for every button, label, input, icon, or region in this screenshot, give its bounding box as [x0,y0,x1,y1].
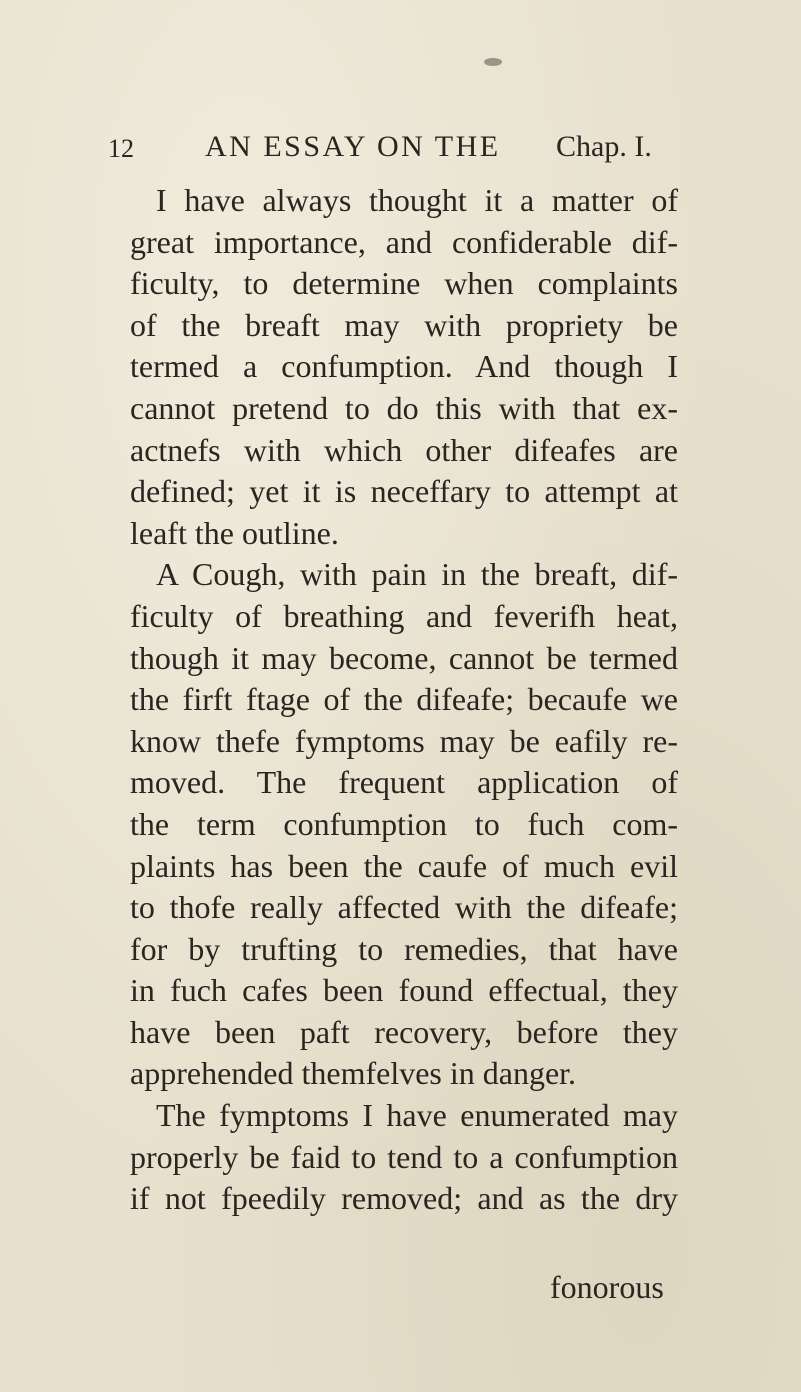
running-head-title: AN ESSAY ON THE [205,130,501,163]
text-line: if not fpeedily removed; and as the dry [130,1180,678,1217]
text-line: plaints has been the caufe of much evil [130,847,678,884]
text-line: the term confumption to fuch com- [130,805,678,842]
text-line: cannot pretend to do this with that ex- [130,389,678,426]
text-line: defined; yet it is neceffary to attempt at [130,473,678,510]
page-number: 12 [108,134,134,163]
text-line: though it may become, cannot be termed [130,639,678,676]
text-line: the firft ftage of the difeafe; becaufe we [130,681,678,718]
text-line: actnefs with which other difeafes are [130,431,678,468]
text-line: properly be faid to tend to a confumption [130,1138,678,1175]
text-line: great importance, and confiderable dif- [130,223,678,260]
text-line: leaft the outline. [130,514,339,551]
running-head [0,126,801,166]
text-line: of the breaft may with propriety be [130,306,678,343]
text-line: ficulty of breathing and feverifh heat, [130,597,678,634]
text-line: termed a confumption. And though I [130,348,678,385]
catchword: fonorous [550,1269,664,1305]
ink-smudge [484,58,502,66]
text-line: apprehended themfelves in danger. [130,1055,577,1092]
text-line: in fuch cafes been found effectual, they [130,972,678,1009]
text-line: for by trufting to remedies, that have [130,930,678,967]
text-line: have been paft recovery, before they [130,1013,678,1050]
text-line: A Cough, with pain in the breaft, dif- [156,556,678,593]
text-line: moved. The frequent application of [130,764,678,801]
text-line: The fymptoms I have enumerated may [156,1097,678,1134]
text-line: know thefe fymptoms may be eafily re- [130,722,678,759]
chapter-label: Chap. I. [556,130,652,163]
body-text [130,180,678,1220]
text-line: to thofe really affected with the difeafe; [130,889,678,926]
text-line: ficulty, to determine when complaints [130,265,678,302]
text-line: I have always thought it a matter of [156,182,678,218]
